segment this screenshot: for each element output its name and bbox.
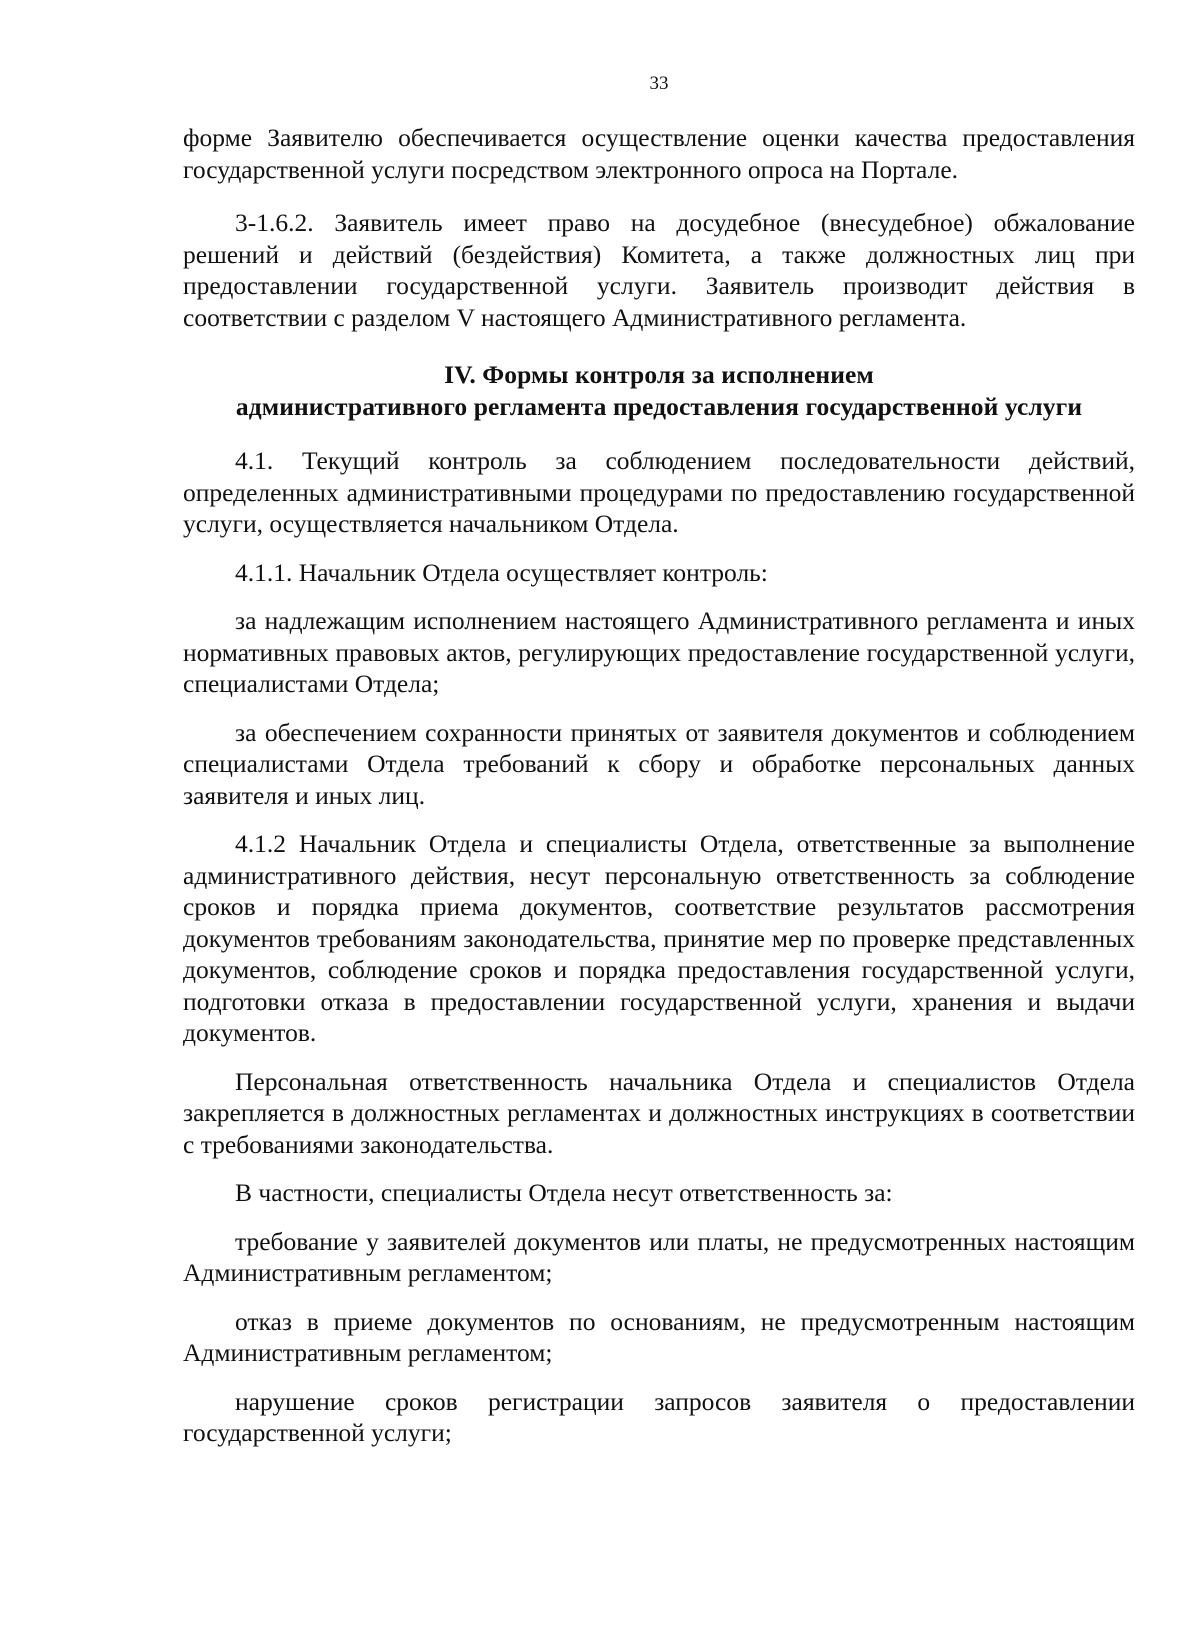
paragraph-4-1: 4.1. Текущий контроль за соблюдением последовательности действий, определенных административными процедурами по предоставлению государственной услуги, осуществляется начальником Отдела. <box>183 446 1135 538</box>
section-heading-line-2: административного регламента предоставления государственной услуги <box>235 392 1083 421</box>
paragraph-responsibility-item-1: требование у заявителей документов или платы, не предусмотренных настоящим Административным регламентом; <box>183 1226 1135 1287</box>
paragraph-portal-survey: форме Заявителю обеспечивается осуществление оценки качества предоставления государственной услуги посредством электронного опроса на Портале. <box>183 123 1135 184</box>
paragraph-4-1-1: 4.1.1. Начальник Отдела осуществляет контроль: <box>235 557 768 587</box>
paragraph-responsibility-list-intro: В частности, специалисты Отдела несут ответственность за: <box>235 1178 893 1207</box>
paragraph-control-item-2: за обеспечением сохранности принятых от заявителя документов и соблюдением специалистами Отдела требований к сбору и обработке персональных данных заявителя и иных лиц. <box>183 717 1135 810</box>
paragraph-responsibility-item-3: нарушение сроков регистрации запросов заявителя о предоставлении государственной услуги; <box>183 1386 1135 1447</box>
section-heading-line-1: IV. Формы контроля за исполнением <box>444 360 874 389</box>
document-page <box>183 72 1135 1449</box>
page-number: 33 <box>649 73 669 94</box>
paragraph-responsibility-item-2: отказ в приеме документов по основаниям, не предусмотренным настоящим Административным регламентом; <box>183 1306 1135 1367</box>
paragraph-4-1-2: 4.1.2 Начальник Отдела и специалисты Отдела, ответственные за выполнение административного действия, несут персональную ответственность за соблюдение сроков и порядка приема документов, соответствие результатов рассмотрения документов требованиям законодательства, принятие мер по проверке представленных документов, соблюдение сроков и порядка предоставления государственной услуги, подготовки отказа в предоставлении государственной услуги, хранения и выдачи документов. <box>183 829 1135 1047</box>
paragraph-appeal-right: 3-1.6.2. Заявитель имеет право на досудебное (внесудебное) обжалование решений и действий (бездействия) Комитета, а также должностных лиц при предоставлении государственной услуги. Заявитель производит действия в соответствии с разделом V настоящего Административного регламента. <box>183 208 1135 332</box>
section-heading <box>183 359 1135 423</box>
paragraph-personal-responsibility: Персональная ответственность начальника Отдела и специалистов Отдела закрепляется в должностных регламентах и должностных инструкциях в соответствии с требованиями законодательства. <box>183 1066 1135 1159</box>
paragraph-control-item-1: за надлежащим исполнением настоящего Административного регламента и иных нормативных правовых актов, регулирующих предоставление государственной услуги, специалистами Отдела; <box>183 606 1135 698</box>
